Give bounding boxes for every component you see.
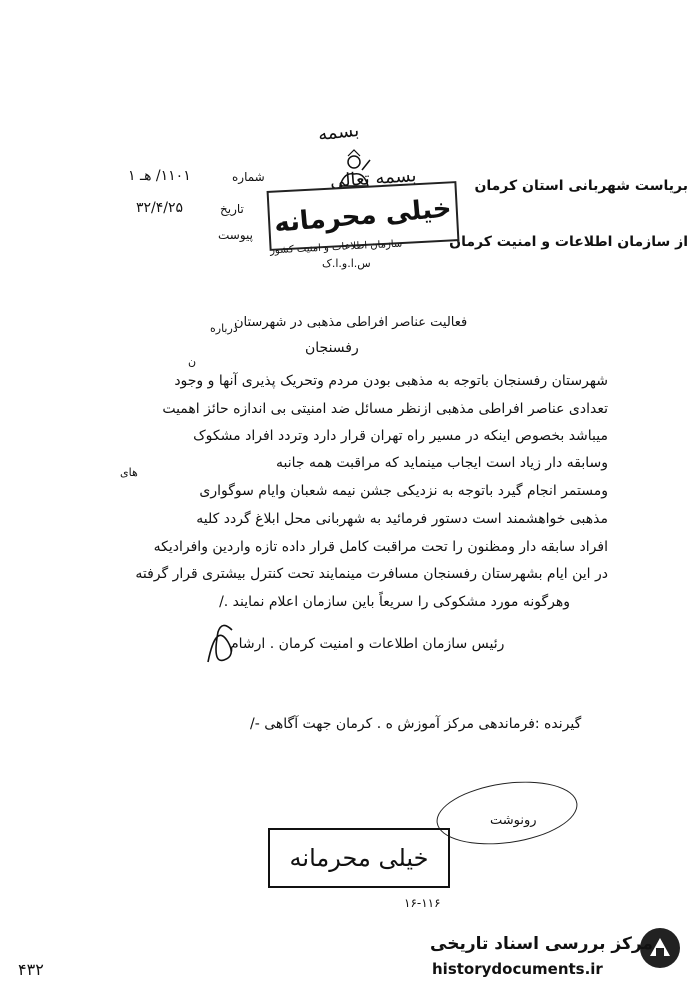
stamp-subtext: سازمان اطلاعات و امنیت کشور xyxy=(269,238,403,257)
body-insertion: های xyxy=(120,466,138,479)
recipient-line: گیرنده :فرماندهی مرکز آموزش ه . کرمان جهت آگاهی -/ xyxy=(250,716,582,732)
initials: س.ا.و.ا.ک xyxy=(322,257,371,270)
stamp-top-text: بسمه تعالی xyxy=(329,165,418,192)
handwritten-mark: ن xyxy=(188,355,197,368)
subject-line2: رفسنجان xyxy=(305,340,359,356)
number-label: شماره xyxy=(232,170,265,184)
document-number: ۱۶-۱۱۶ xyxy=(404,896,441,910)
body-line-9: وهرگونه مورد مشکوکی را سریعاً باین سازمان اعلام نمایند ./ xyxy=(219,594,570,610)
body-line-7: افراد سابقه دار ومظنون را تحت مراقبت کامل قرار داده تازه واردین وافرادیکه xyxy=(153,539,608,555)
subject-line1: فعالیت عناصر افراطی مذهبی در شهرستان xyxy=(234,315,468,330)
date-label: تاریخ xyxy=(220,202,244,216)
logo-url[interactable]: historydocuments.ir xyxy=(432,960,603,978)
classification-stamp-text: خیلی محرمانه xyxy=(273,193,453,239)
signature-line: رئیس سازمان اطلاعات و امنیت کرمان . ارشام xyxy=(230,636,505,652)
number-value: ۱۱۰۱/ هـ ۱ xyxy=(128,168,191,184)
classification-stamp-bottom xyxy=(268,828,450,888)
body-line-2: تعدادی عناصر افراطی مذهبی ازنظر مسائل ضد امنیتی بی اندازه حائز اهمیت xyxy=(162,401,608,417)
body-line-8: در این ایام بشهرستان رفسنجان مسافرت مینمایند تحت کنترل بیشتری قرار گرفته xyxy=(135,566,608,582)
body-line-4: وسابقه دار زیاد است ایجاب مینماید که مراقبت همه جانبه xyxy=(275,455,608,471)
body-line-3: میباشد بخصوص اینکه در مسیر راه تهران قرار دارد وتردد افراد مشکوک xyxy=(193,428,608,444)
body-line-1: شهرستان رفسنجان باتوجه به مذهبی بودن مردم وتحریک پذیری آنها و وجود xyxy=(174,373,608,389)
classification-stamp-bottom-text: خیلی محرمانه xyxy=(289,844,429,872)
date-value: ۳۲/۴/۲۵ xyxy=(136,200,184,216)
subject-label: درباره xyxy=(210,322,238,335)
attachment-label: پیوست xyxy=(218,228,253,242)
oval-stamp-text: رونوشت xyxy=(490,813,537,828)
page-number: ۴۳۲ xyxy=(18,960,44,979)
top-handwritten-mark: بسمه xyxy=(317,119,361,146)
body-line-6: مذهبی خواهشمند است دستور فرمائید به شهربانی محل ابلاغ گردد کلیه xyxy=(196,511,608,527)
to-line: بریاست شهربانی استان کرمان xyxy=(474,178,688,194)
logo-title: مرکز بررسی اسناد تاریخی xyxy=(430,934,653,954)
body-line-5: ومستمر انجام گیرد باتوجه به نزدیکی جشن نیمه شعبان وایام سوگواری xyxy=(199,483,608,499)
from-line: از سازمان اطلاعات و امنیت کرمان xyxy=(449,234,688,250)
